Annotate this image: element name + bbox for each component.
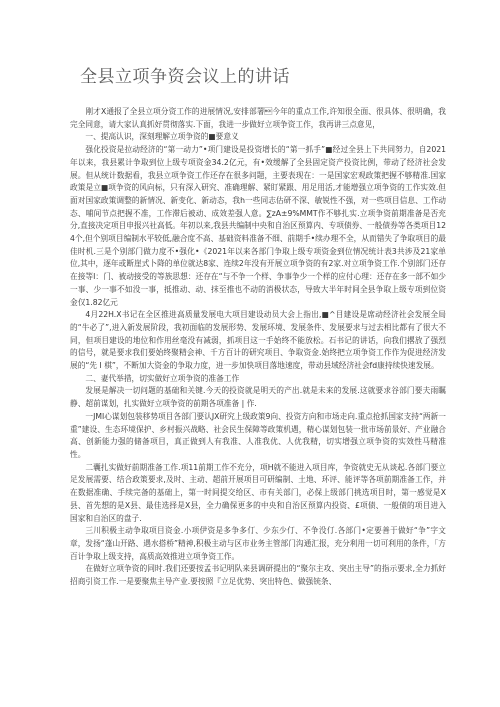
paragraph-3: 发展是解决一切问题的基础和关键.今天的投资就是明天的产出.就是未来的发展.这就要求谷部门要夫雨瞩静、超前谋划，扎实做好立项争资的前期各项准备 | 作. bbox=[70, 386, 446, 409]
paragraph-5: 二囊扎实做好前期准备工作.项11前期工作不充分，项H就不能进入项目库，争资就史无从谈起.各部门要立足发展需要、结合政策要求,及时、主动、超前开展项目可研编制、土地、环评、能评等各项前期准备工作，并在数据准确、手续完备的基础上，第一时间提交给区、市有关部门，必保上级部门挑选项目时，第一感觉是X县、首先想的是X县、最佳选择是X县，全力确保更多的中央和自治区预算内投资、£项债、一般债的项目进入国家和自治区的盘子. bbox=[70, 462, 446, 523]
document-body bbox=[70, 106, 446, 589]
paragraph-6: 三川积极主动争取项目资金.小项伊资是多争多仃、少东少仃、不争没仃.各部门•定要善于做好“争”字文章，发扬“蓬山开路、遇水搭桥”精神,积极主动与区市业务主管部门沟通汇报，充分利用一切可利用的条件，「方百计争取上级支持，高质高效推进立项争资工作。 bbox=[70, 526, 446, 561]
paragraph-intro: 刚才X通报了全县立项分资工作的进展情况,安排部署今年的重点工作,许知很全面、很具体、很明确，我完全同意，请大家认真抓好贯彻落实.下面，我进一步做好立项争资工作，我再讲三点意见， bbox=[70, 107, 446, 129]
paragraph-4: 一JMI心谋划包装移势项目各部门要认JX研究上级政策9向、投资方向和市场走向.重点抢抓国家支持“两新一重”建设、生态环境保护、乡村振兴战略、社会民生保障等政策机遇，精心谋划包装一批市场前景好、产业融合高、创新能力强的储备项目，真正做到人有我准、人准我优、人优我精，切实增强立项争资的实效性马精准性。 bbox=[70, 411, 446, 459]
section-heading-1: 一、提高认识，深刻理解立项争资的■要意义 bbox=[85, 132, 239, 142]
document-title: 全县立项争资会议上的讲话 bbox=[80, 67, 290, 87]
paragraph-1: 强化投资是拉动经济的“第一动力”•项门建设是投资增长的“第一抓手”■经过全县上下共同努力，自2021年以来，我县累计争取到位上级专项资金34.2亿元，有•效缓解了全县固定资产投资比例，带动了经济社会发展。但从统计数据看，我县立项争资工作还存在很多问题，主要表现在：一是国家宏观政策把握不够精准.国家政策是立■项争资的风向标，只有深入研究、准确理解、紧盯紧跟、用足用活,才能增强立项争资的工作实效.但面对国家政策调整的新情况、新变化、新动态，我h一些同志估研不深、敏锐性不强，对一些项目信息、工作动态、哺间节点把握不准，工作滞后被动、成效差强人意。∑zA±9%MMT作不够扎实.立项争资前期准备是否充分,直接决定项目申报兴社高低。年初以来,我县共编制中央和自治区预算内、专项债券、一般债券等各类项目124个,但个别项目编制水平较低,融合度不高、基础资料准备不细、前期手•续办理不全，从而错失了争取项目的最佳时机.三是个别部门做力度不•强化•《2021年以来各部门争取上级专项资金到位情况统计表3共涉及21家单位,其中，逐年或断崖式卜降的单位就达8家、连续2年没有开展立项争资的有2家.对立项争资工作.个别部门还存在接等I：门、被动接受的等族思想：还存在“与不争一个样、争事争少一个样的应付心理：还存在多一部不如少一事、少一事不如没一事，抵推动、动、抹至推也不动的消极状态，导致大半年时间全县争取上级专项到位资金仅1.82亿元 bbox=[70, 145, 446, 307]
section-heading-2: 二、妻代举措，切实做好立项争资的准备工作 bbox=[85, 373, 240, 383]
paragraph-7: 在做好立项争资的同时.我们还要按孟书记明队来县调研提出的“聚尔主攻、突出主导”的指示要求,全力抓好招商引资工作.一是要聚焦主导产业.要按照『立足优势、突出特色、做强铳条、 bbox=[70, 564, 446, 587]
paragraph-2: 4月22H.X书记在全区推进高质量发展电大项目建设动员大会上指出,■^目建设是席动经济社会发展全局的“牛必了”,进入新发展阶段，我初面临的发展形势、发展环境、发展条件、发展要求与过去相比都有了很大不同，但项目建设的地位和作用丝毫没有减弱，抓项目这一手始终不能放松。石书记的讲话，向我们撂放了强烈的信号，就是要求我们要始终聚精会神、千方百计的研究项目、争取资金.始终把立项争资工作作为促进经济发展的“先 I 棋”，不断加大资金的争取力度，进一步加快项目落地速度，带动县域经济社会fd康持续快速发展。 bbox=[70, 310, 446, 371]
